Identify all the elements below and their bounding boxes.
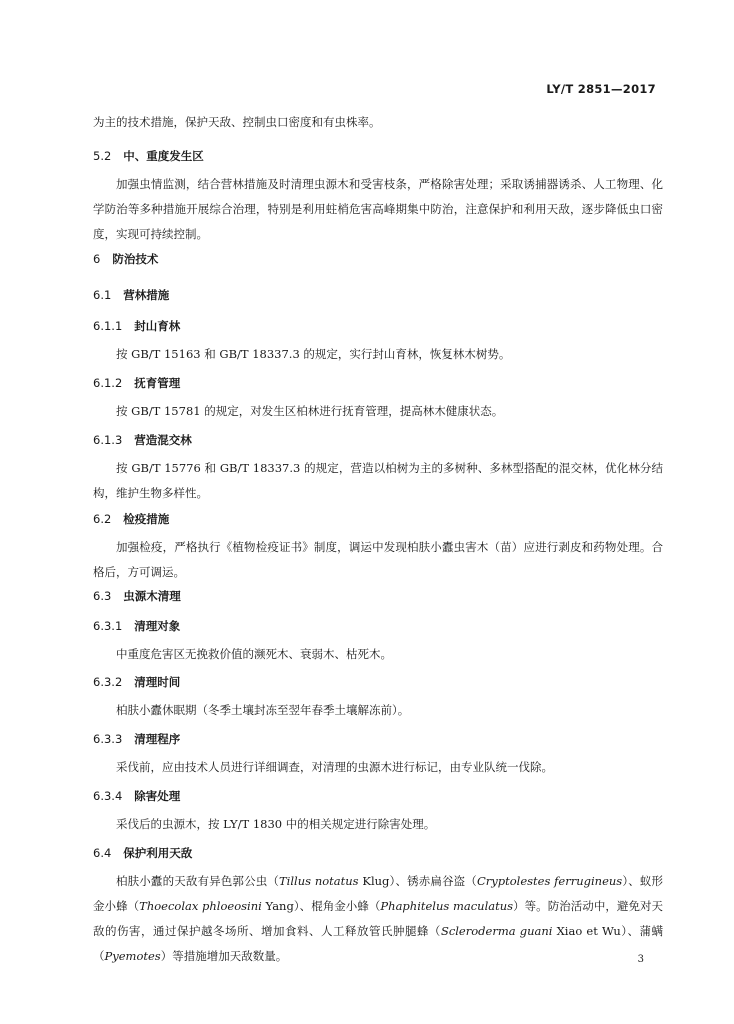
latin-name: Thoecolax phloeosini (139, 899, 262, 913)
heading-6-4 (93, 845, 663, 861)
paragraph-6-3-4: 采伐后的虫源木，按 LY/T 1830 中的相关规定进行除害处理。 (116, 817, 436, 831)
section-title: 清理程序 (134, 732, 181, 746)
section-title: 营造混交林 (134, 433, 192, 447)
heading-6 (93, 251, 663, 267)
section-number: 6.1.3 (93, 433, 123, 447)
section-title: 封山育林 (134, 319, 181, 333)
heading-6-1-3 (93, 432, 663, 448)
section-number: 6.3 (93, 589, 112, 603)
heading-6-3-1 (93, 618, 663, 634)
paragraph-6-2: 加强检疫，严格执行《植物检疫证书》制度，调运中发现柏肤小蠹虫害木（苗）应进行剥皮和药物处理。合格后，方可调运。 (93, 540, 663, 579)
paragraph-5-2: 加强虫情监测，结合营林措施及时清理虫源木和受害枝条，严格除害处理；采取诱捕器诱杀、人工物理、化学防治等多种措施开展综合治理，特别是利用蛀梢危害高峰期集中防治，注意保护和利用天敌，逐步降低虫口密度，实现可持续控制。 (93, 177, 663, 241)
paragraph-6-3-2: 柏肤小蠹休眠期（冬季土壤封冻至翌年春季土壤解冻前）。 (116, 703, 410, 717)
section-title: 虫源木清理 (123, 589, 181, 603)
section-number: 6.3.3 (93, 732, 123, 746)
latin-name: Cryptolestes ferrugineus (476, 874, 623, 888)
heading-6-2 (93, 511, 663, 527)
section-number: 6.3.4 (93, 789, 123, 803)
section-title: 清理时间 (134, 675, 181, 689)
section-title: 保护利用天敌 (123, 846, 193, 860)
latin-name: Tillus notatus (279, 874, 359, 888)
heading-6-3-2 (93, 674, 663, 690)
section-number: 6 (93, 252, 101, 266)
heading-6-3-4 (93, 788, 663, 804)
latin-name: Phaphitelus maculatus (380, 899, 514, 913)
heading-6-1 (93, 287, 663, 303)
heading-5-2 (93, 148, 663, 164)
section-title: 抚育管理 (134, 376, 181, 390)
section-title: 防治技术 (112, 252, 159, 266)
section-number: 6.3.2 (93, 675, 123, 689)
section-title: 清理对象 (134, 619, 181, 633)
section-title: 营林措施 (123, 288, 170, 302)
text-run: ）等。防治活动中，避免对天敌的伤害，通过保护越冬场所、增加食料、人工释放管氏肿腿蜂（ (93, 899, 664, 938)
text-run: 柏肤小蠹的天敌有异色郭公虫（ (116, 874, 280, 888)
section-number: 6.3.1 (93, 619, 123, 633)
section-number: 6.2 (93, 512, 112, 526)
paragraph-6-1-3: 按 GB/T 15776 和 GB/T 18337.3 的规定，营造以柏树为主的多树种、多林型搭配的混交林，优化林分结构，维护生物多样性。 (93, 461, 663, 500)
paragraph-6-1-1: 按 GB/T 15163 和 GB/T 18337.3 的规定，实行封山育林，恢复林木树势。 (116, 347, 511, 361)
section-title: 除害处理 (134, 789, 181, 803)
paragraph-6-4 (93, 869, 663, 969)
heading-6-3 (93, 588, 663, 604)
text-run: Yang）、棍角金小蜂（ (261, 899, 381, 913)
section-number: 6.1.2 (93, 376, 123, 390)
heading-6-1-2 (93, 375, 663, 391)
latin-name: Scleroderma guani (440, 924, 553, 938)
paragraph-6-3-3: 采伐前，应由技术人员进行详细调查，对清理的虫源木进行标记，由专业队统一伐除。 (116, 760, 553, 774)
section-number: 5.2 (93, 149, 112, 163)
section-number: 6.4 (93, 846, 112, 860)
text-run: Klug）、锈赤扁谷盗（ (358, 874, 477, 888)
section-number: 6.1.1 (93, 319, 123, 333)
heading-6-1-1 (93, 318, 663, 334)
section-title: 检疫措施 (123, 512, 170, 526)
section-title: 中、重度发生区 (123, 149, 204, 163)
section-number: 6.1 (93, 288, 112, 302)
page-number: 3 (637, 954, 644, 965)
standard-code: LY/T 2851—2017 (546, 82, 656, 96)
paragraph-6-1-2: 按 GB/T 15781 的规定，对发生区柏林进行抚育管理，提高林木健康状态。 (116, 404, 504, 418)
text-run: ）、蚁形金小蜂（ (93, 874, 664, 913)
paragraph-6-3-1: 中重度危害区无挽救价值的濒死木、衰弱木、枯死木。 (116, 647, 392, 661)
paragraph-continued: 为主的技术措施，保护天敌、控制虫口密度和有虫株率。 (93, 115, 381, 129)
latin-name: Pyemotes (104, 949, 161, 963)
text-run: Xiao et Wu）、蒲螨（ (93, 924, 663, 963)
text-run: ）等措施增加天敌数量。 (160, 949, 288, 963)
heading-6-3-3 (93, 731, 663, 747)
